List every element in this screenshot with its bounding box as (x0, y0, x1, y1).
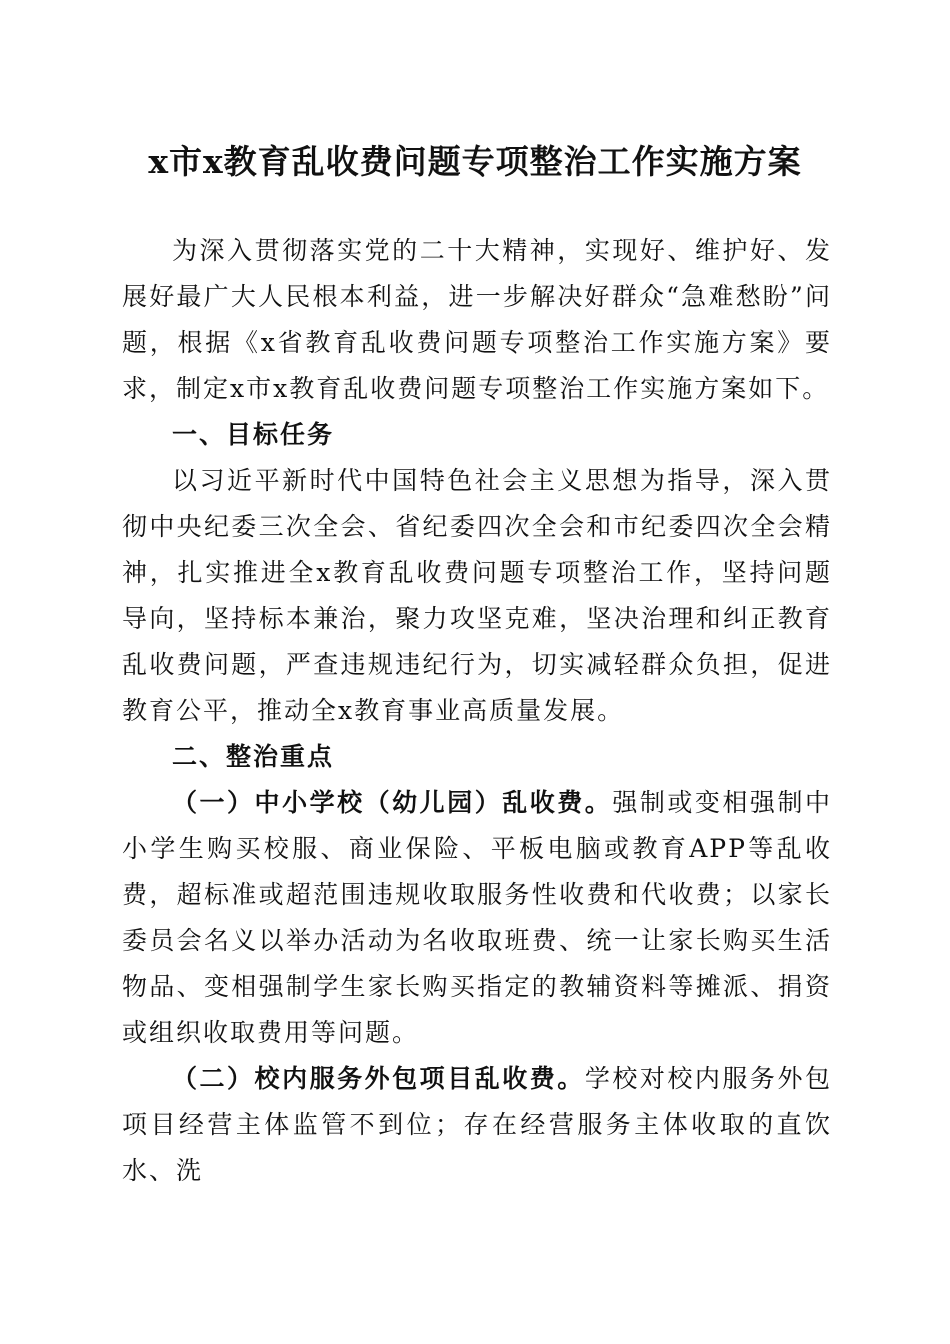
intro-paragraph: 为深入贯彻落实党的二十大精神，实现好、维护好、发展好最广大人民根本利益，进一步解决好群众“急难愁盼”问题，根据《x省教育乱收费问题专项整治工作实施方案》要求，制定x市x教育乱收费问题专项整治工作实施方案如下。 (122, 236, 832, 403)
document-body (122, 228, 832, 1194)
document-title: x市x教育乱收费问题专项整治工作实施方案 (148, 142, 802, 181)
focus-item-paragraph (122, 1056, 832, 1194)
goals-paragraph: 以习近平新时代中国特色社会主义思想为指导，深入贯彻中央纪委三次全会、省纪委四次全会和市纪委四次全会精神，扎实推进全x教育乱收费问题专项整治工作，坚持问题导向，坚持标本兼治，聚力攻坚克难，坚决治理和纠正教育乱收费问题，严查违规违纪行为，切实减轻群众负担，促进教育公平，推动全x教育事业高质量发展。 (122, 466, 832, 725)
focus-item-lead: （一）中小学校（幼儿园）乱收费。 (172, 788, 613, 817)
focus-item-text: 强制或变相强制中小学生购买校服、商业保险、平板电脑或教育APP等乱收费，超标准或超范围违规收取服务性收费和代收费；以家长委员会名义以举办活动为名收取班费、统一让家长购买生活物品、变相强制学生家长购买指定的教辅资料等摊派、捐资或组织收取费用等问题。 (122, 788, 832, 1047)
section-heading-focus: 二、整治重点 (172, 742, 335, 771)
section-heading-goals: 一、目标任务 (172, 420, 335, 449)
focus-item-paragraph (122, 780, 832, 1056)
focus-item-lead: （二）校内服务外包项目乱收费。 (172, 1064, 585, 1093)
focus-item-text: 学校对校内服务外包项目经营主体监管不到位；存在经营服务主体收取的直饮水、洗 (122, 1064, 832, 1185)
